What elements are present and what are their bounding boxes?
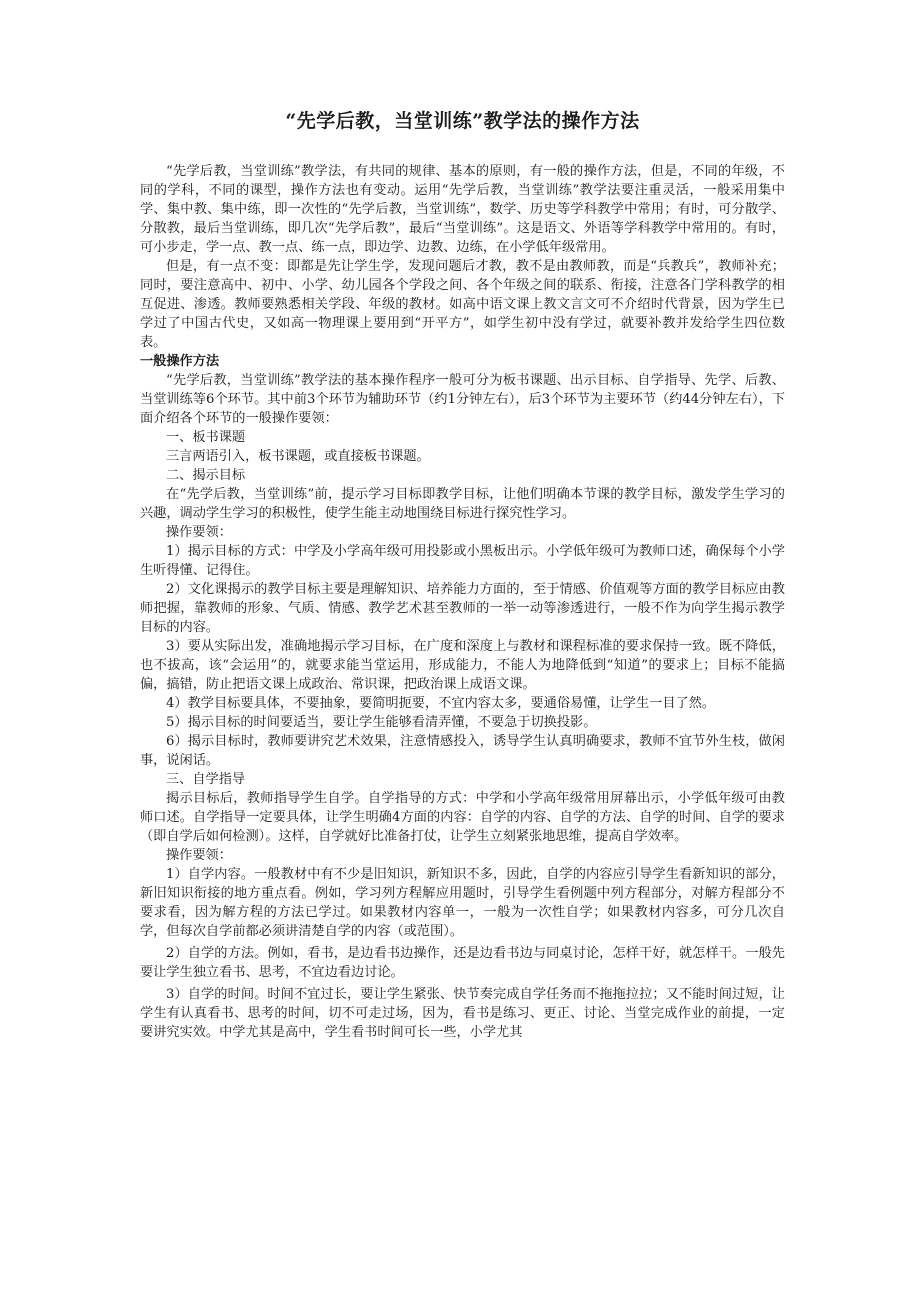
section-2-text: 在“先学后教，当堂训练”前，提示学习目标即教学目标，让他们明确本节课的教学目标，激发学生学习的兴趣，调动学生学习的积极性，使学生能主动地围绕目标进行探究性学习。	[140, 487, 785, 521]
intro-paragraph-1: “先学后教，当堂训练”教学法，有共同的规律、基本的原则，有一般的操作方法，但是，不同的年级，不同的学科，不同的课型，操作方法也有变动。运用“先学后教，当堂训练”教学法要注重灵活，一般采用集中学、集中教、集中练，即一次性的“先学后教，当堂训练”，数学、历史等学科教学中常用；有时，可分散学、分散教，最后当堂训练，即几次“先学后教”，最后“当堂训练”。这是语文、外语等学科教学中常用的。有时，可小步走，学一点、教一点、练一点，即边学、边教、边练，在小学低年级常用。	[140, 164, 785, 255]
section-3-point: 2）自学的方法。例如，看书，是边看书边操作，还是边看书边与同桌讨论，怎样干好，就怎样干。一般先要让学生独立看书、思考，不宜边看边讨论。	[140, 946, 785, 980]
section-heading-general: 一般操作方法	[140, 354, 220, 369]
section-2-point: 6）揭示目标时，教师要讲究艺术效果，注意情感投入，诱导学生认真明确要求，教师不宜节外生枝，做闲事，说闲话。	[140, 734, 785, 768]
section-2-point: 2）文化课揭示的教学目标主要是理解知识、培养能力方面的，至于情感、价值观等方面的教学目标应由教师把握，靠教师的形象、气质、情感、教学艺术甚至教师的一举一动等渗透进行，一般不作为向学生揭示教学目标的内容。	[140, 582, 785, 635]
section-3-point: 1）自学内容。一般教材中有不少是旧知识，新知识不多，因此，自学的内容应引导学生看新知识的部分，新旧知识衔接的地方重点看。例如，学习列方程解应用题时，引导学生看例题中列方程部分，对解方程部分不要求看，因为解方程的方法已学过。如果教材内容单一，一般为一次性自学；如果教材内容多，可分几次自学，但每次自学前都必须讲清楚自学的内容（或范围）。	[140, 867, 785, 939]
section-2-point: 3）要从实际出发，准确地揭示学习目标，在广度和深度上与教材和课程标准的要求保持一致。既不降低，也不拔高，该“会运用”的，就要求能当堂运用，形成能力，不能人为地降低到“知道”的要求上；目标不能搞偏，搞错，防止把语文课上成政治、常识课，把政治课上成语文课。	[140, 639, 785, 692]
section-3-points-label: 操作要领：	[166, 848, 232, 863]
section-heading-3: 三、自学指导	[166, 772, 246, 787]
section-heading-1: 一、板书课题	[166, 430, 246, 445]
section-3-point: 3）自学的时间。时间不宜过长，要让学生紧张、快节奏完成自学任务而不拖拖拉拉；又不能时间过短，让学生有认真看书、思考的时间，切不可走过场，因为，看书是练习、更正、讨论、当堂完成作业的前提，一定要讲究实效。中学尤其是高中，学生看书时间可长一些，小学尤其	[140, 987, 785, 1040]
page-title: “先学后教，当堂训练”教学法的操作方法	[285, 110, 640, 132]
section-2-point: 5）揭示目标的时间要适当，要让学生能够看清弄懂，不要急于切换投影。	[166, 715, 597, 730]
section-2-point: 4）教学目标要具体，不要抽象，要简明扼要，不宜内容太多，要通俗易懂，让学生一目了然。	[166, 696, 716, 711]
document-page	[140, 108, 785, 1042]
section-heading-2: 二、揭示目标	[166, 468, 246, 483]
section-1-text: 三言两语引入，板书课题，或直接板书课题。	[166, 449, 430, 464]
section-2-point: 1）揭示目标的方式：中学及小学高年级可用投影或小黑板出示。小学低年级可为教师口述，确保每个小学生听得懂、记得住。	[140, 544, 785, 578]
section-2-points-label: 操作要领：	[166, 525, 232, 540]
general-intro-paragraph: “先学后教，当堂训练”教学法的基本操作程序一般可分为板书课题、出示目标、自学指导、先学、后教、当堂训练等6个环节。其中前3个环节为辅助环节（约1分钟左右），后3个环节为主要环节（约44分钟左右），下面介绍各个环节的一般操作要领：	[140, 373, 785, 426]
section-3-text: 揭示目标后，教师指导学生自学。自学指导的方式：中学和小学高年级常用屏幕出示，小学低年级可由教师口述。自学指导一定要具体，让学生明确4方面的内容：自学的内容、自学的方法、自学的时间、自学的要求（即自学后如何检测）。这样，自学就好比准备打仗，让学生立刻紧张地思维，提高自学效率。	[140, 791, 785, 844]
intro-paragraph-2: 但是，有一点不变：即都是先让学生学，发现问题后才教，教不是由教师教，而是“兵教兵”，教师补充；同时，要注意高中、初中、小学、幼儿园各个学段之间、各个年级之间的联系、衔接，注意各门学科教学的相互促进、渗透。教师要熟悉相关学段、年级的教材。如高中语文课上教文言文可不介绍时代背景，因为学生已学过了中国古代史，又如高一物理课上要用到“开平方”，如学生初中没有学过，就要补教并发给学生四位数表。	[140, 259, 785, 350]
